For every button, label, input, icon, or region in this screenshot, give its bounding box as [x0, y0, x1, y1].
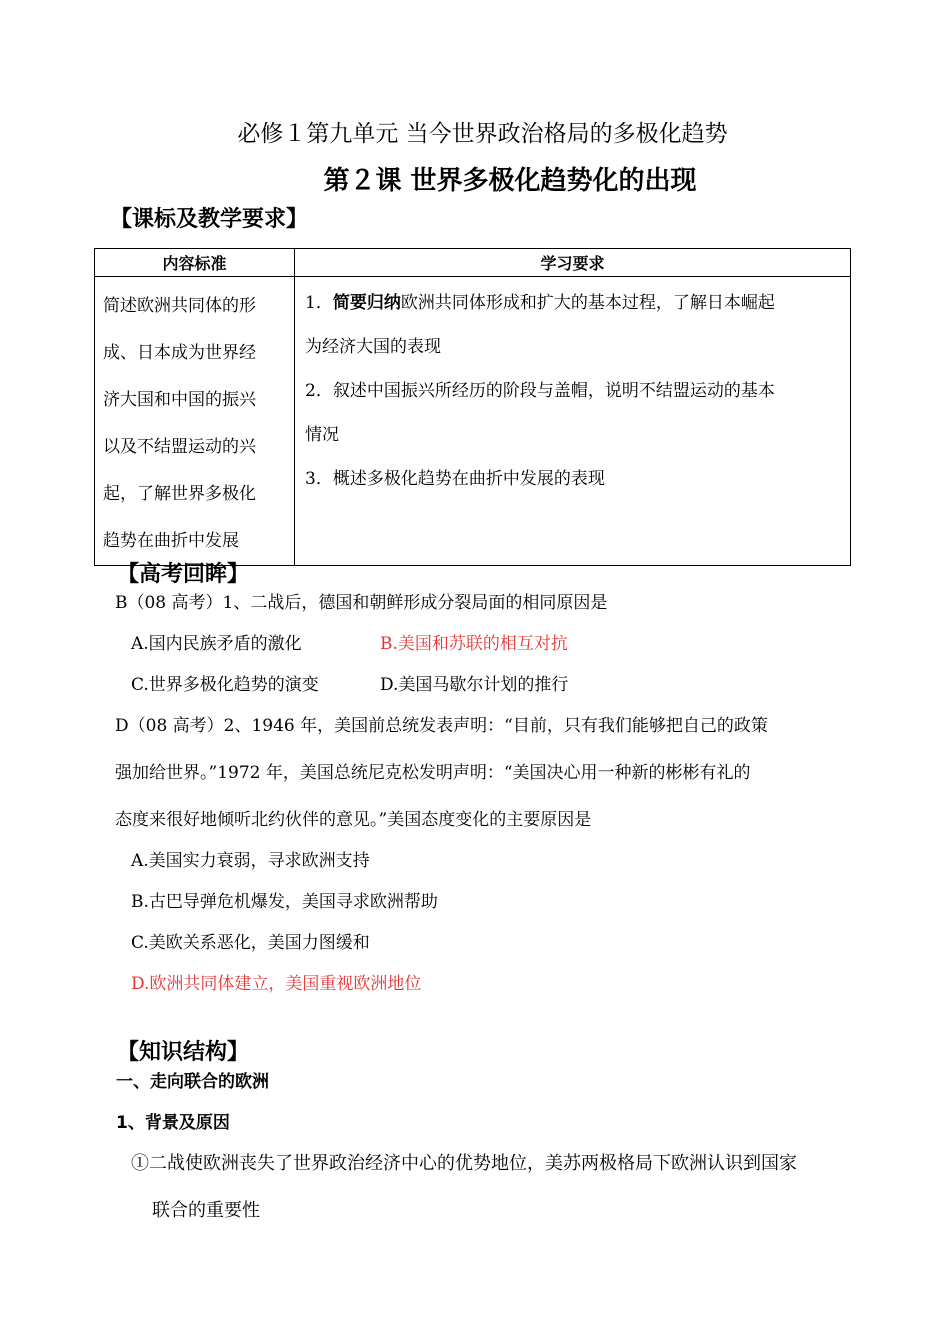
req1-number: 1．	[305, 293, 333, 313]
q2-option-b: B.古巴导弹危机爆发，美国寻求欧洲帮助	[131, 892, 438, 912]
requirement-2: 2．叙述中国振兴所经历的阶段与盖帽，说明不结盟运动的基本	[305, 381, 775, 401]
q1-option-a: A.国内民族矛盾的激化	[131, 634, 302, 654]
content-line: 以及不结盟运动的兴	[103, 437, 256, 457]
q2-stem-line1: D（08 高考）2、1946 年，美国前总统发表声明：“目前，只有我们能够把自己的政策	[115, 716, 768, 736]
unit-title: 必修１第九单元 当今世界政治格局的多极化趋势	[237, 121, 728, 147]
section-heading-knowledge: 【知识结构】	[117, 1040, 250, 1065]
knowledge-item-1: ①二战使欧洲丧失了世界政治经济中心的优势地位，美苏两极格局下欧洲认识到国家	[131, 1153, 797, 1174]
section-heading-exam: 【高考回眸】	[117, 562, 250, 587]
table-header-requirements: 学习要求	[295, 249, 851, 277]
q2-option-a: A.美国实力衰弱，寻求欧洲支持	[131, 851, 370, 871]
requirement-1-cont: 为经济大国的表现	[305, 337, 441, 357]
knowledge-subheading-2: 1、背景及原因	[116, 1113, 230, 1133]
q2-stem-line3: 态度来很好地倾听北约伙伴的意见。”美国态度变化的主要原因是	[115, 810, 592, 830]
requirement-3: 3．概述多极化趋势在曲折中发展的表现	[305, 469, 605, 489]
content-standard-cell	[95, 277, 295, 566]
q2-option-d-answer: D.欧洲共同体建立，美国重视欧洲地位	[131, 974, 422, 994]
content-line: 起，了解世界多极化	[103, 484, 256, 504]
q1-option-c: C.世界多极化趋势的演变	[131, 675, 319, 695]
section-heading-standards: 【课标及教学要求】	[110, 207, 309, 232]
requirement-2-cont: 情况	[305, 425, 339, 445]
req1-text: 欧洲共同体形成和扩大的基本过程，了解日本崛起	[400, 293, 775, 313]
q2-stem-line2: 强加给世界。”1972 年，美国总统尼克松发明声明：“美国决心用一种新的彬彬有礼的	[115, 763, 751, 783]
knowledge-item-1-cont: 联合的重要性	[152, 1200, 260, 1221]
requirement-1	[305, 281, 840, 325]
content-line: 趋势在曲折中发展	[103, 531, 239, 551]
req1-keyword: 简要归纳	[332, 293, 401, 313]
q1-option-d: D.美国马歇尔计划的推行	[380, 675, 569, 695]
q2-option-c: C.美欧关系恶化，美国力图缓和	[131, 933, 370, 953]
knowledge-subheading-1: 一、走向联合的欧洲	[116, 1072, 269, 1092]
lesson-title: 第２课 世界多极化趋势化的出现	[323, 166, 697, 196]
requirements-cell	[295, 277, 851, 566]
q1-option-b-answer: B.美国和苏联的相互对抗	[380, 634, 568, 654]
content-line: 济大国和中国的振兴	[103, 390, 256, 410]
q1-stem: B（08 高考）1、二战后，德国和朝鲜形成分裂局面的相同原因是	[115, 593, 608, 613]
table-header-content: 内容标准	[95, 249, 295, 277]
standards-table	[94, 248, 851, 566]
content-line: 简述欧洲共同体的形	[103, 296, 256, 316]
content-line: 成、日本成为世界经	[103, 343, 256, 363]
